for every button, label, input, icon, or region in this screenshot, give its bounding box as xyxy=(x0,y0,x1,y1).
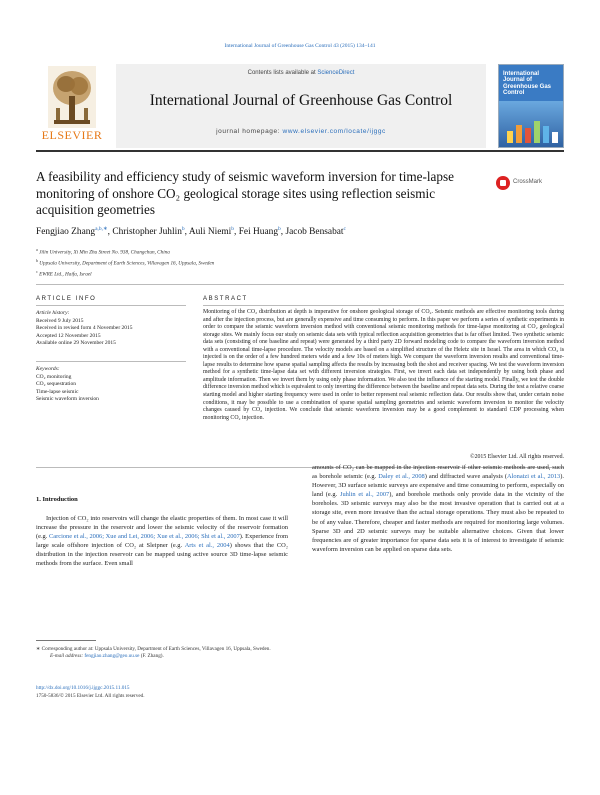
affiliation-text: EWRE Ltd., Haifa, Israel xyxy=(39,271,92,278)
affiliation-marker: a xyxy=(36,247,38,252)
citation-link[interactable]: Carcione et al., 2006; Xue and Lei, 2006; Xue et al., 2006; Shi et al., 2007 xyxy=(49,533,240,541)
crossmark-icon xyxy=(496,176,510,190)
email-link[interactable]: fengjiao.zhang@geo.uu.se xyxy=(84,653,140,660)
author-affiliation-marker[interactable]: c xyxy=(343,226,346,232)
divider xyxy=(36,284,564,285)
body-text: ). However, 3D surface seismic surveys are expensive and time consuming to perform, especially on land (e.g. xyxy=(312,473,564,499)
footnote xyxy=(36,646,288,661)
history-item: Accepted 12 November 2015 xyxy=(36,332,101,339)
citation-link[interactable]: Daley et al., 2008 xyxy=(378,473,425,481)
sciencedirect-link[interactable]: ScienceDirect xyxy=(317,70,355,76)
affiliation-item xyxy=(36,246,564,257)
keyword: Time-lapse seismic xyxy=(36,388,79,395)
crossmark-label: CrossMark xyxy=(513,179,543,185)
journal-masthead xyxy=(36,64,564,148)
keyword: Seismic waveform inversion xyxy=(36,396,99,403)
abstract-heading: ABSTRACT xyxy=(203,296,248,302)
affiliation-item xyxy=(36,268,564,279)
affiliation-marker: b xyxy=(36,257,38,263)
journal-title: International Journal of Greenhouse Gas Control xyxy=(149,92,453,109)
author-name[interactable]: Jacob Bensabat xyxy=(285,227,344,238)
keywords-label: Keywords: xyxy=(36,365,60,372)
email-suffix: (F. Zhang). xyxy=(139,653,164,660)
author-name[interactable]: Fengjiao Zhang xyxy=(36,227,96,238)
body-text: ), and borehole methods only provide data in the vicinity of the boreholes. 3D seismic surveys may also be the most invasive operation that is carried out at a storage site, even more invasive than the actual storage operations. They must also be repeated to be of any value. Therefore, cheaper and faster methods are required for monitoring large volumes. Sparse 3D and 2D seismic surveys may be suitable alternative choices. Given that lower frequencies are of greater importance for sparse data sets it is of interest to investigate if seismic waveform inversion can be applied on sparse data sets. xyxy=(312,491,564,553)
elsevier-wordmark: ELSEVIER xyxy=(41,128,103,142)
journal-citation-link[interactable]: International Journal of Greenhouse Gas Control 43 (2015) 134–141 xyxy=(224,43,376,49)
author-affiliation-marker[interactable]: b xyxy=(231,226,235,232)
email-label: E-mail address: xyxy=(50,653,85,660)
elsevier-logo[interactable] xyxy=(36,66,108,146)
masthead-center xyxy=(116,64,486,148)
contents-prefix: Contents lists available at xyxy=(247,70,318,76)
body-text: ) and diffracted wave analysis ( xyxy=(424,473,508,481)
elsevier-tree-icon xyxy=(48,66,96,128)
author-affiliation-marker[interactable]: b xyxy=(181,226,185,232)
affiliation-marker: c xyxy=(36,268,38,274)
author-name[interactable]: Christopher Juhlin xyxy=(112,227,182,238)
author-name[interactable]: Auli Niemi xyxy=(188,227,232,238)
crossmark-badge[interactable] xyxy=(496,175,556,191)
doi-link[interactable]: http://dx.doi.org/10.1016/j.ijggc.2015.11.015 xyxy=(36,685,130,691)
affiliations xyxy=(36,246,564,279)
body-text: Injection of CO₂ into reservoirs will change the elastic properties of them. In most case it will increase the pressure in the reservoir and lower the seismic velocity of the reservoir formation (e.g. xyxy=(36,515,288,541)
divider xyxy=(36,305,186,306)
journal-homepage-link[interactable]: www.elsevier.com/locate/ijggc xyxy=(282,128,386,135)
body-text: ). Experience from large scale offshore injection of CO₂ at Sleipner (e.g. xyxy=(36,533,288,550)
abstract-text: Monitoring of the CO₂ distribution at depth is imperative for onshore geological storage of CO₂. Seismic methods are effective monitoring tools during and after the injection process, but are generally expensive and time consuming to perform. In this paper we perform a series of synthetic experiments in order to compare the seismic waveform inversion method with conventional seismic monitoring methods for time-lapse monitoring at CO₂ geological storage sites. We mainly focus our study on seismic data sets with typical reflection acquisition geometries that is far offset limited. Two synthetic seismic data sets (consisting of one baseline and repeat) were generated by a third party 2D forward modeling code to compare the waveform inversion method with a conventional time-lapse procedure. The velocity models are based on a simplified structure of the Heletz site in Israel. The area in which CO₂ is injected is on the order of a few hundred meters wide and a few 10s of meters high. We compare the waveform inversion results and conventional time-lapse results to determine how sparse spatial sampling affects the results by increasing both the shot and receiver spacing. We test the waveform inversion method for a synthetic time-lapse data set with different inversion strategies. First, we invert each data set independently by using both phase and amplitude information. Then we invert them by using only phase information. We also test the influence of the starting model. Finally, we test the double difference inversion method which is equivalent to only inverting the difference between the baseline and repeat data sets. During the test a relative coarse starting model and higher starting frequency were used in order to better represent real seismic reflection data. Our results show that, under certain noise conditions, it may be possible to use a combination of sparse spatial sampling geometries and seismic waveform inversion to monitor the velocity changes caused by CO₂ injection. We conclude that seismic waveform inversion may be a good complement to standard CDP processing when monitoring CO₂ injection. xyxy=(203,309,564,421)
body-column-right xyxy=(312,463,564,554)
cover-chart-icon xyxy=(505,117,559,143)
contents-available-line xyxy=(116,70,486,76)
masthead-divider xyxy=(36,150,564,152)
affiliation-text: Jilin University, Xi Min Zhu Street No. 938, Changchun, China xyxy=(39,249,170,256)
author-name[interactable]: Fei Huang xyxy=(238,227,279,238)
issn-copyright: 1750-5836/© 2015 Elsevier Ltd. All rights reserved. xyxy=(36,693,145,699)
section-heading-introduction: 1. Introduction xyxy=(36,496,78,503)
body-column-left xyxy=(36,514,288,569)
abstract-copyright: ©2015 Elsevier Ltd. All rights reserved. xyxy=(470,454,564,460)
corresponding-author-note: ∗ Corresponding author at: Uppsala University, Department of Earth Sciences, Villavagen 16, Uppsala, Sweden. xyxy=(36,646,271,652)
cover-graphic xyxy=(499,101,564,148)
history-label: Article history: xyxy=(36,310,70,316)
keyword: CO₂ monitoring xyxy=(36,373,72,380)
homepage-prefix: journal homepage: xyxy=(216,128,283,135)
citation-link[interactable]: Juhlin et al., 2007 xyxy=(339,491,390,499)
article-info xyxy=(36,310,186,404)
citation-link[interactable]: Alonaizi et al., 2013 xyxy=(507,473,561,481)
affiliation-text: Uppsala University, Department of Earth Sciences, Villavagen 16, Uppsala, Sweden xyxy=(39,260,215,267)
article-title: A feasibility and efficiency study of seismic waveform inversion for time-lapse monitoring of onshore CO₂ geological storage sites using reflection seismic acquisition geometries xyxy=(36,169,454,217)
author-affiliation-marker[interactable]: a,b,∗ xyxy=(95,226,108,232)
journal-homepage-line xyxy=(116,128,486,135)
article-info-heading: ARTICLE INFO xyxy=(36,296,97,302)
author-list: Fengjiao Zhang$^{a,b,∗}$, Christopher Juhlin$^b$, Auli Niemi$^b$, Fei Huang$^b$, Jacob Bensabat$^c$ xyxy=(36,226,346,238)
cover-title: International Journal of Greenhouse Gas Control xyxy=(503,71,552,96)
keyword: CO₂ sequestration xyxy=(36,381,76,388)
journal-cover-image[interactable] xyxy=(498,64,564,148)
history-item: Received 9 July 2015 xyxy=(36,317,84,324)
affiliation-item xyxy=(36,257,564,268)
divider xyxy=(36,348,186,362)
citation-link[interactable]: Arts et al., 2004 xyxy=(184,542,230,550)
history-item: Received in revised form 4 November 2015 xyxy=(36,325,133,332)
history-item: Available online 29 November 2015 xyxy=(36,340,116,347)
email-line xyxy=(36,653,288,660)
body-text: amounts of CO₂ can be mapped in the injection reservoir if other seismic methods are used, such as borehole seismic (e.g. xyxy=(312,464,564,481)
divider xyxy=(203,305,564,306)
author-affiliation-marker[interactable]: b xyxy=(278,226,281,232)
body-text: ) shows that the CO₂ distribution in the injection reservoir can be mapped using active source 3D time-lapse seismic methods from the surface. Even small xyxy=(36,542,289,568)
footnote-divider xyxy=(36,640,96,641)
